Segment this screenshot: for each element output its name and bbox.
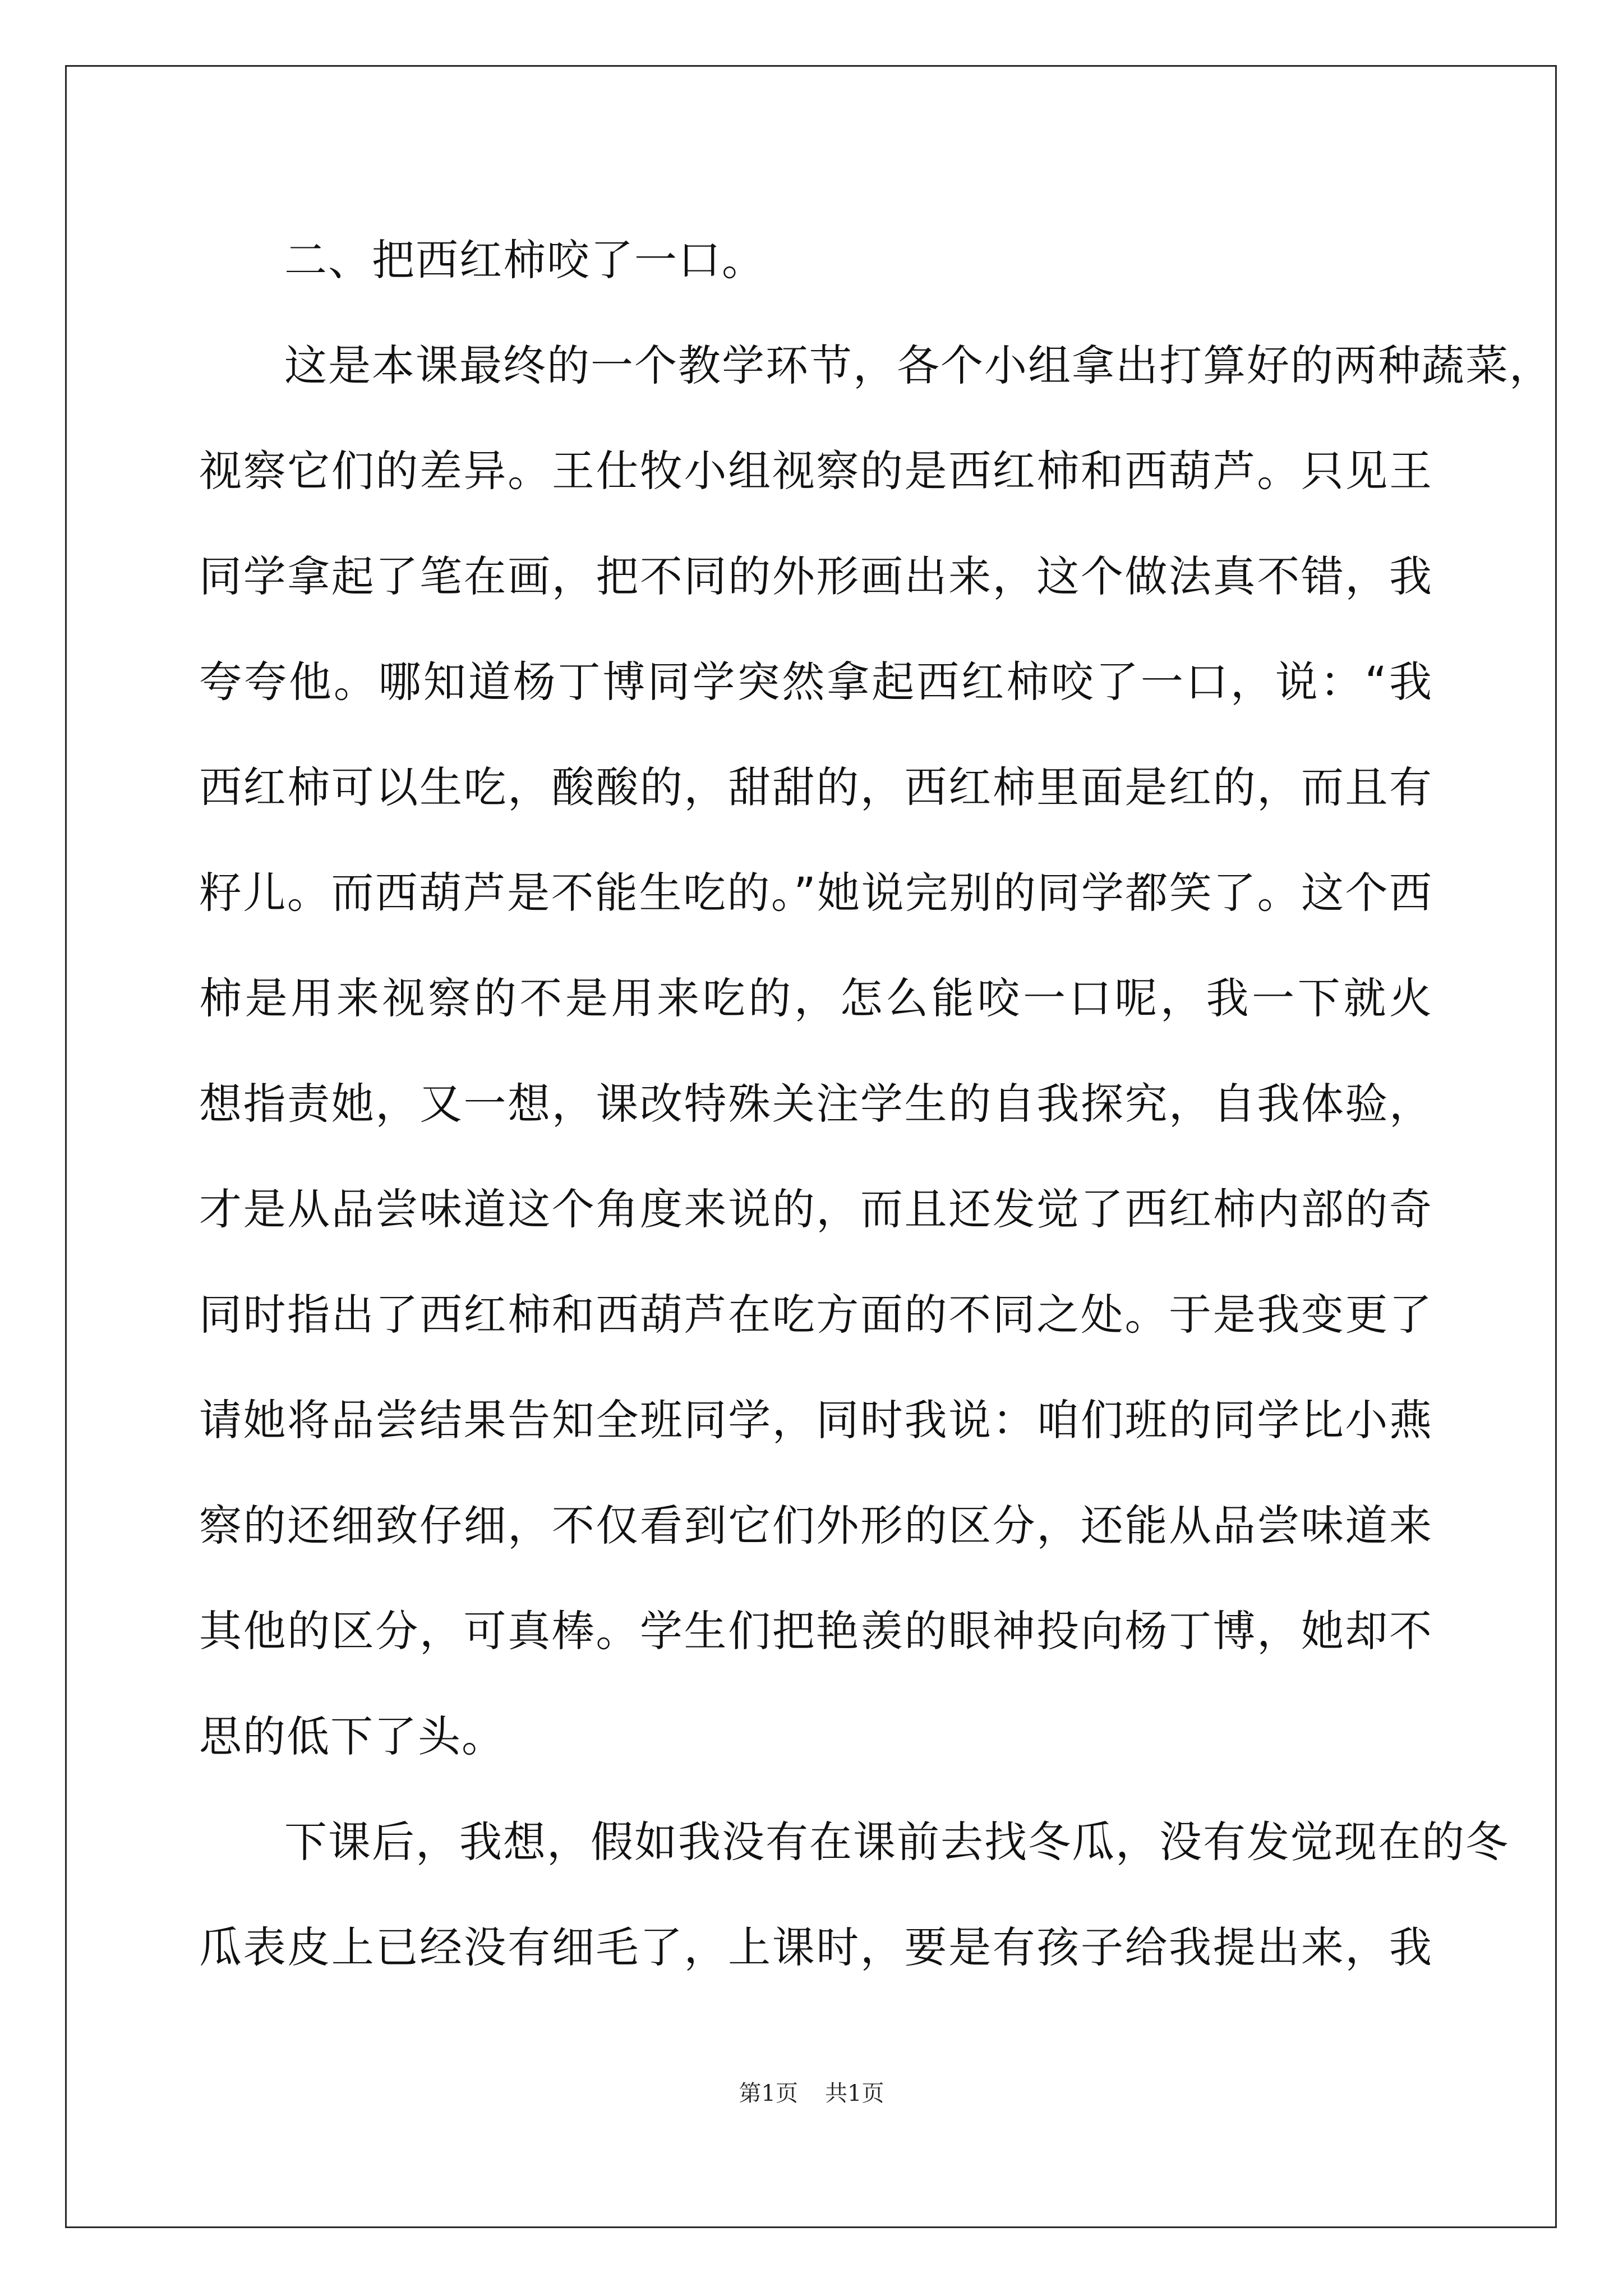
paragraph-1: [199, 313, 1553, 1789]
paragraph-line: 察的还细致仔细，不仅看到它们外形的区分，还能从品尝味道来: [199, 1501, 1433, 1550]
paragraph-line: 下课后，我想，假如我没有在课前去找冬瓜，没有发觉现在的冬: [284, 1817, 1509, 1867]
paragraph-line: 西红柿可以生吃，酸酸的，甜甜的，西红柿里面是红的，而且有: [199, 762, 1433, 812]
page-footer: [0, 2076, 1623, 2108]
paragraph-2: [199, 1789, 1509, 2000]
page-number: 第1页: [739, 2081, 798, 2106]
paragraph-line: 思的低下了头。: [199, 1711, 505, 1761]
paragraph-line: 籽儿。而西葫芦是不能生吃的。”她说完别的同学都笑了。这个西: [199, 868, 1433, 918]
paragraph-line: 柿是用来视察的不是用来吃的，怎么能咬一口呢，我一下就火: [199, 973, 1433, 1023]
paragraph-line: 同学拿起了笔在画，把不同的外形画出来，这个做法真不错，我: [199, 551, 1433, 601]
paragraph-line: 夸夸他。哪知道杨丁博同学突然拿起西红柿咬了一口，说：“我: [199, 657, 1433, 707]
section-heading: 二、把西红柿咬了一口。: [284, 235, 766, 285]
paragraph-line: 想指责她，又一想，课改特殊关注学生的自我探究，自我体验，: [199, 1079, 1433, 1129]
paragraph-line: 才是从品尝味道这个角度来说的，而且还发觉了西红柿内部的奇: [199, 1184, 1433, 1234]
paragraph-line: 同时指出了西红柿和西葫芦在吃方面的不同之处。于是我变更了: [199, 1290, 1433, 1340]
document-body: [199, 208, 1553, 2000]
paragraph-line: 其他的区分，可真棒。学生们把艳羡的眼神投向杨丁博，她却不: [199, 1606, 1433, 1656]
paragraph-line: 视察它们的差异。王仕牧小组视察的是西红柿和西葫芦。只见王: [199, 446, 1433, 496]
total-pages: 共1页: [825, 2081, 884, 2106]
paragraph-line: 瓜表皮上已经没有细毛了，上课时，要是有孩子给我提出来，我: [199, 1922, 1433, 1972]
paragraph-line: 请她将品尝结果告知全班同学，同时我说：咱们班的同学比小燕: [199, 1395, 1433, 1445]
paragraph-line: 这是本课最终的一个教学环节，各个小组拿出打算好的两种蔬菜，: [284, 341, 1553, 390]
